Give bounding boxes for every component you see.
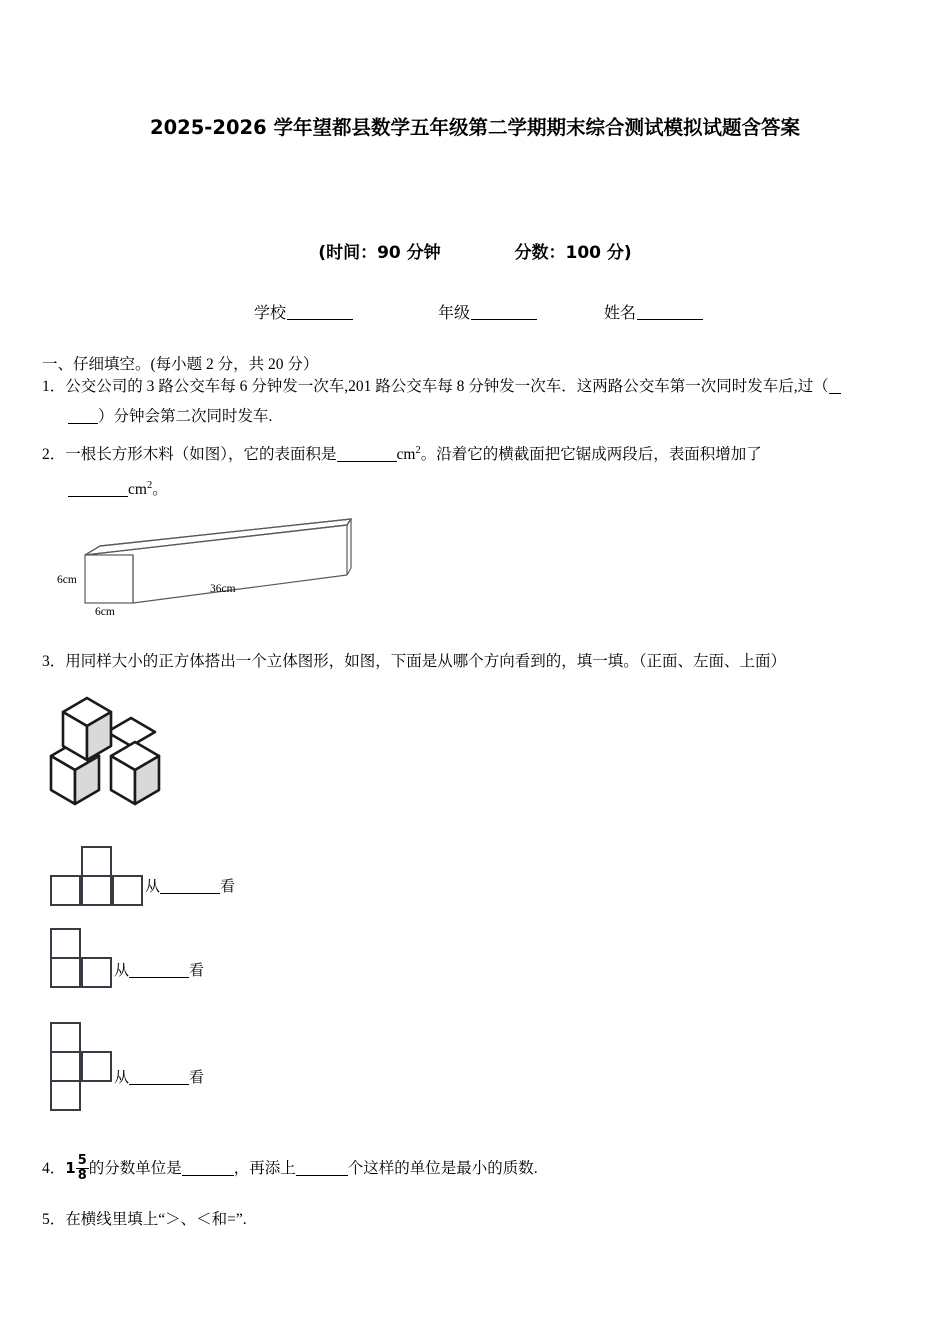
prism-front-face (85, 555, 133, 603)
question-1-blank-b[interactable] (68, 407, 98, 424)
question-4-numerator: 5 (77, 1153, 87, 1168)
view2-blank[interactable] (129, 962, 189, 978)
question-4-text-c: 个这样的单位是最小的质数. (347, 1160, 538, 1178)
question-5-number: 5． (42, 1211, 66, 1228)
field-school-input[interactable] (287, 302, 353, 320)
field-name-label: 姓名 (604, 303, 637, 322)
view2-cell-bottom-left (50, 957, 81, 988)
field-name (604, 300, 703, 323)
question-4-blank-a[interactable] (182, 1159, 234, 1176)
view1-cell-right (112, 875, 143, 906)
prism-bottom-edge (133, 575, 347, 603)
exam-score-label: 分数：100 分) (514, 243, 632, 263)
field-name-input[interactable] (637, 302, 703, 320)
field-grade-label: 年级 (438, 303, 471, 322)
view1-cell-middle (81, 875, 112, 906)
page-title: 2025-2026 学年望都县数学五年级第二学期期末综合测试模拟试题含答案 (150, 116, 800, 139)
view3-cell-bottom (50, 1080, 81, 1111)
question-1-number: 1． (42, 378, 66, 395)
view2-prefix: 从 (114, 963, 130, 979)
question-4-blank-b[interactable] (296, 1159, 348, 1176)
prism-top-outline (85, 519, 351, 555)
question-1-text: 公交公司的 3 路公交车每 6 分钟发一次车,201 路公交车每 8 分钟发一次车．这两路公交车第一次同时发车后,过（ (65, 378, 829, 395)
prism-top-face (85, 519, 351, 555)
question-2-blank-b[interactable] (68, 480, 128, 497)
view1-prefix: 从 (145, 879, 161, 895)
prism-depth-label: 6cm (95, 606, 115, 615)
question-2-text-b: 。沿着它的横截面把它锯成两段后，表面积增加了 (420, 446, 762, 464)
field-grade-input[interactable] (471, 302, 537, 320)
question-2-text-c: 。 (152, 481, 168, 499)
question-3-line (42, 650, 922, 674)
prism-length-label: 36cm (210, 583, 236, 595)
section-heading: 一、仔细填空。(每小题 2 分，共 20 分） (42, 356, 319, 373)
view3-blank[interactable] (129, 1069, 189, 1085)
view-shape-t (50, 846, 145, 908)
question-4-fraction (76, 1154, 89, 1183)
question-1-line-2 (68, 405, 272, 429)
question-5-text: 在横线里填上“＞、＜和=”. (65, 1211, 247, 1228)
view3-cell-middle (50, 1051, 81, 1082)
exam-meta (0, 238, 950, 263)
question-4-line (42, 1155, 538, 1184)
question-2-unit-a: cm (396, 446, 416, 464)
question-2-unit-b: cm (128, 481, 147, 499)
question-2-text-a: 一根长方形木料（如图），它的表面积是 (65, 446, 337, 464)
question-1-blank-a[interactable] (829, 377, 841, 394)
question-2-blank-a[interactable] (337, 445, 397, 462)
three-cubes-figure (45, 694, 195, 806)
prism-height-label: 6cm (57, 574, 77, 586)
view1-cell-top (81, 846, 112, 877)
question-1-line-1 (42, 375, 922, 399)
question-4-text-a: 的分数单位是 (88, 1160, 182, 1178)
view3-answer-line (114, 1066, 204, 1087)
view-shape-plus-right (50, 1022, 114, 1115)
view3-suffix: 看 (189, 1070, 205, 1086)
cube-back-top (107, 718, 155, 746)
question-3-number: 3． (42, 653, 66, 670)
question-4-text-b: ，再添上 (233, 1160, 296, 1178)
prism-top-front-edge (85, 525, 347, 555)
question-4-denominator: 8 (77, 1167, 87, 1183)
question-2-number: 2． (42, 446, 66, 464)
question-2-sup-a: 2 (415, 445, 421, 456)
prism-top-back-edge (100, 519, 351, 546)
question-3-text: 用同样大小的正方体搭出一个立体图形，如图，下面是从哪个方向看到的，填一填。（正面、左面、上面） (65, 653, 787, 670)
view3-cell-top (50, 1022, 81, 1053)
view2-answer-line (114, 959, 204, 980)
question-5-line (42, 1208, 247, 1232)
view2-suffix: 看 (189, 963, 205, 979)
view1-cell-left (50, 875, 81, 906)
rectangular-prism-figure (55, 505, 395, 615)
view-shape-l (50, 928, 114, 990)
view3-cell-middle-right (81, 1051, 112, 1082)
question-4-number: 4． (42, 1160, 66, 1178)
view1-blank[interactable] (160, 878, 220, 894)
rectangular-prism-svg (55, 505, 395, 615)
field-school-label: 学校 (254, 303, 287, 322)
question-1-text-cont: ）分钟会第二次同时发车. (98, 408, 273, 425)
view1-suffix: 看 (220, 879, 236, 895)
question-2-line-1 (42, 443, 922, 467)
field-school (254, 300, 353, 323)
question-2-line-2 (68, 478, 168, 502)
view2-cell-bottom-right (81, 957, 112, 988)
view2-cell-top (50, 928, 81, 959)
exam-time-label: (时间：90 分钟 (318, 243, 441, 263)
question-2-sup-b: 2 (146, 480, 153, 491)
question-4-mixed-whole: 1 (65, 1159, 76, 1178)
three-cubes-svg (45, 694, 195, 806)
view1-answer-line (145, 875, 235, 896)
view3-prefix: 从 (114, 1070, 130, 1086)
field-grade (438, 300, 537, 323)
